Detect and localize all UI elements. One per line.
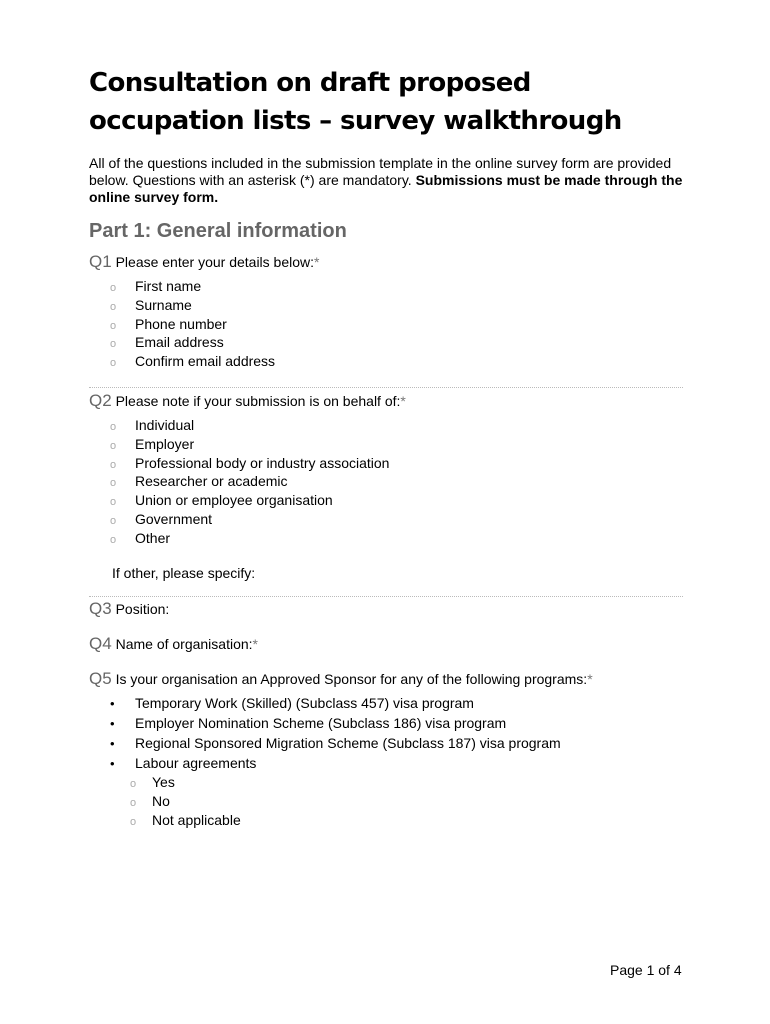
circle-bullet-icon: o xyxy=(110,477,117,489)
other-specify-label: If other, please specify: xyxy=(112,565,256,581)
intro-bold-text: Submissions must be made through the online survey form. xyxy=(89,172,683,205)
intro-paragraph xyxy=(89,155,689,206)
circle-bullet-icon: o xyxy=(110,440,117,452)
circle-bullet-icon: o xyxy=(110,459,117,471)
mandatory-asterisk: * xyxy=(587,671,593,687)
question-2 xyxy=(89,391,406,411)
circle-bullet-icon: o xyxy=(130,778,137,790)
circle-bullet-icon: o xyxy=(130,816,137,828)
question-number: Q3 xyxy=(89,599,112,618)
question-5 xyxy=(89,669,593,689)
question-text: Please note if your submission is on behalf of: xyxy=(115,393,401,409)
circle-bullet-icon: o xyxy=(110,282,117,294)
list-item: • Employer Nomination Scheme (Subclass 186) visa program xyxy=(110,715,507,731)
question-4 xyxy=(89,634,258,654)
bullet-icon: • xyxy=(110,756,115,771)
bullet-icon: • xyxy=(110,736,115,751)
question-text: Please enter your details below: xyxy=(115,254,315,270)
circle-bullet-icon: o xyxy=(110,421,117,433)
question-3 xyxy=(89,599,169,619)
circle-bullet-icon: o xyxy=(130,797,137,809)
divider xyxy=(89,387,683,388)
question-number: Q5 xyxy=(89,669,112,688)
list-item: o Surname xyxy=(110,296,192,317)
question-number: Q2 xyxy=(89,391,112,410)
list-item: o Individual xyxy=(110,416,194,437)
circle-bullet-icon: o xyxy=(110,496,117,508)
circle-bullet-icon: o xyxy=(110,515,117,527)
circle-bullet-icon: o xyxy=(110,357,117,369)
list-item: o Union or employee organisation xyxy=(110,491,333,512)
question-text: Name of organisation: xyxy=(115,636,253,652)
mandatory-asterisk: * xyxy=(400,393,406,409)
circle-bullet-icon: o xyxy=(110,534,117,546)
page-number: Page 1 of 4 xyxy=(610,962,682,978)
list-item: o Government xyxy=(110,510,212,531)
list-item: o Not applicable xyxy=(130,811,241,832)
question-1 xyxy=(89,252,319,272)
list-item: o Employer xyxy=(110,435,194,456)
intro-text: All of the questions included in the submission template in the online survey form are provided below. Questions with an asterisk (*) are mandatory. xyxy=(89,155,672,188)
divider xyxy=(89,596,683,597)
question-number: Q1 xyxy=(89,252,112,271)
document-title: Consultation on draft proposed occupation lists – survey walkthrough xyxy=(89,68,622,136)
circle-bullet-icon: o xyxy=(110,338,117,350)
circle-bullet-icon: o xyxy=(110,301,117,313)
mandatory-asterisk: * xyxy=(314,254,320,270)
bullet-icon: • xyxy=(110,696,115,711)
list-item: • Temporary Work (Skilled) (Subclass 457) visa program xyxy=(110,695,474,711)
question-text: Position: xyxy=(115,601,170,617)
list-item: o No xyxy=(130,792,170,813)
question-text: Is your organisation an Approved Sponsor for any of the following programs: xyxy=(115,671,588,687)
question-number: Q4 xyxy=(89,634,112,653)
list-item: o Confirm email address xyxy=(110,352,275,373)
list-item: • Labour agreements xyxy=(110,755,257,771)
list-item: o Researcher or academic xyxy=(110,472,288,493)
list-item: o Professional body or industry association xyxy=(110,454,389,475)
list-item: o First name xyxy=(110,277,201,298)
part-heading: Part 1: General information xyxy=(89,220,347,242)
bullet-icon: • xyxy=(110,716,115,731)
list-item: o Yes xyxy=(130,773,175,794)
circle-bullet-icon: o xyxy=(110,320,117,332)
list-item: o Phone number xyxy=(110,315,227,336)
list-item: • Regional Sponsored Migration Scheme (Subclass 187) visa program xyxy=(110,735,561,751)
mandatory-asterisk: * xyxy=(252,636,258,652)
list-item: o Email address xyxy=(110,333,224,354)
list-item: o Other xyxy=(110,529,170,550)
